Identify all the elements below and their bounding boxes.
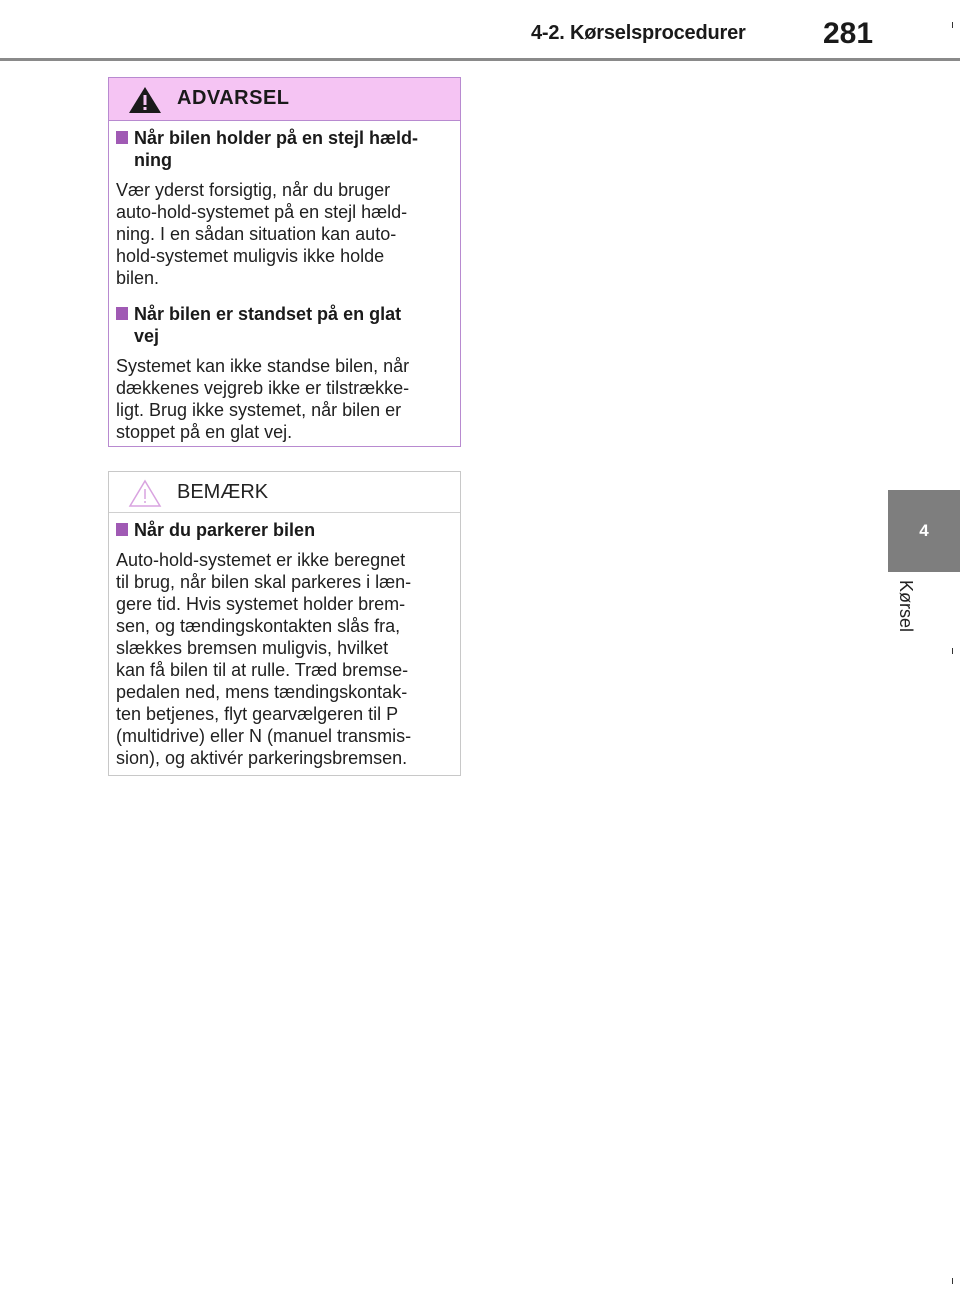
warning-body <box>109 121 460 443</box>
warning-paragraph: Systemet kan ikke standse bilen, når dækkenes vejgreb ikke er tilstrække- ligt. Brug ikke systemet, når bilen er stoppet på en glat vej. <box>116 356 410 442</box>
notice-subheading <box>116 519 450 541</box>
warning-header <box>109 78 460 121</box>
warning-title: ADVARSEL <box>177 87 290 109</box>
warning-subheading-text: Når bilen er standset på en glat vej <box>134 304 402 346</box>
notice-header <box>109 472 460 513</box>
page-number: 281 <box>823 17 874 50</box>
chapter-label: Kørsel <box>896 580 916 633</box>
section-title: 4-2. Kørselsprocedurer <box>531 22 746 44</box>
warning-triangle-outline-icon <box>127 478 163 513</box>
notice-body <box>109 513 460 769</box>
notice-paragraph: Auto-hold-systemet er ikke beregnet til brug, når bilen skal parkeres i læn- gere tid. Hvis systemet holder brem- sen, og tændingskontakten slås fra, slækkes bremsen muligvis, hvilket kan få bilen til at rulle. Træd bremse- pedalen ned, mens tændingskontak- ten betjenes, flyt gearvælgeren til P (multidrive) eller N (manuel transmis- sion), og aktivér parkeringsbremsen. <box>116 550 412 768</box>
warning-box <box>108 77 461 447</box>
square-bullet-icon <box>116 131 128 144</box>
crop-mark <box>952 1278 953 1284</box>
notice-subheading-text: Når du parkerer bilen <box>134 520 316 540</box>
crop-mark <box>952 22 953 28</box>
notice-title: BEMÆRK <box>177 481 269 503</box>
warning-subheading <box>116 303 450 347</box>
chapter-number: 4 <box>919 521 929 540</box>
header-rule <box>0 58 960 61</box>
warning-paragraph: Vær yderst forsigtig, når du bruger auto-hold-systemet på en stejl hæld- ning. I en sådan situation kan auto- hold-systemet muligvis ikke holde bilen. <box>116 180 408 288</box>
warning-triangle-filled-icon <box>127 85 163 120</box>
warning-subheading <box>116 127 450 171</box>
notice-box <box>108 471 461 776</box>
crop-mark <box>952 648 953 654</box>
square-bullet-icon <box>116 523 128 536</box>
warning-subheading-text: Når bilen holder på en stejl hæld- ning <box>134 128 419 170</box>
chapter-tab[interactable] <box>888 490 960 572</box>
square-bullet-icon <box>116 307 128 320</box>
